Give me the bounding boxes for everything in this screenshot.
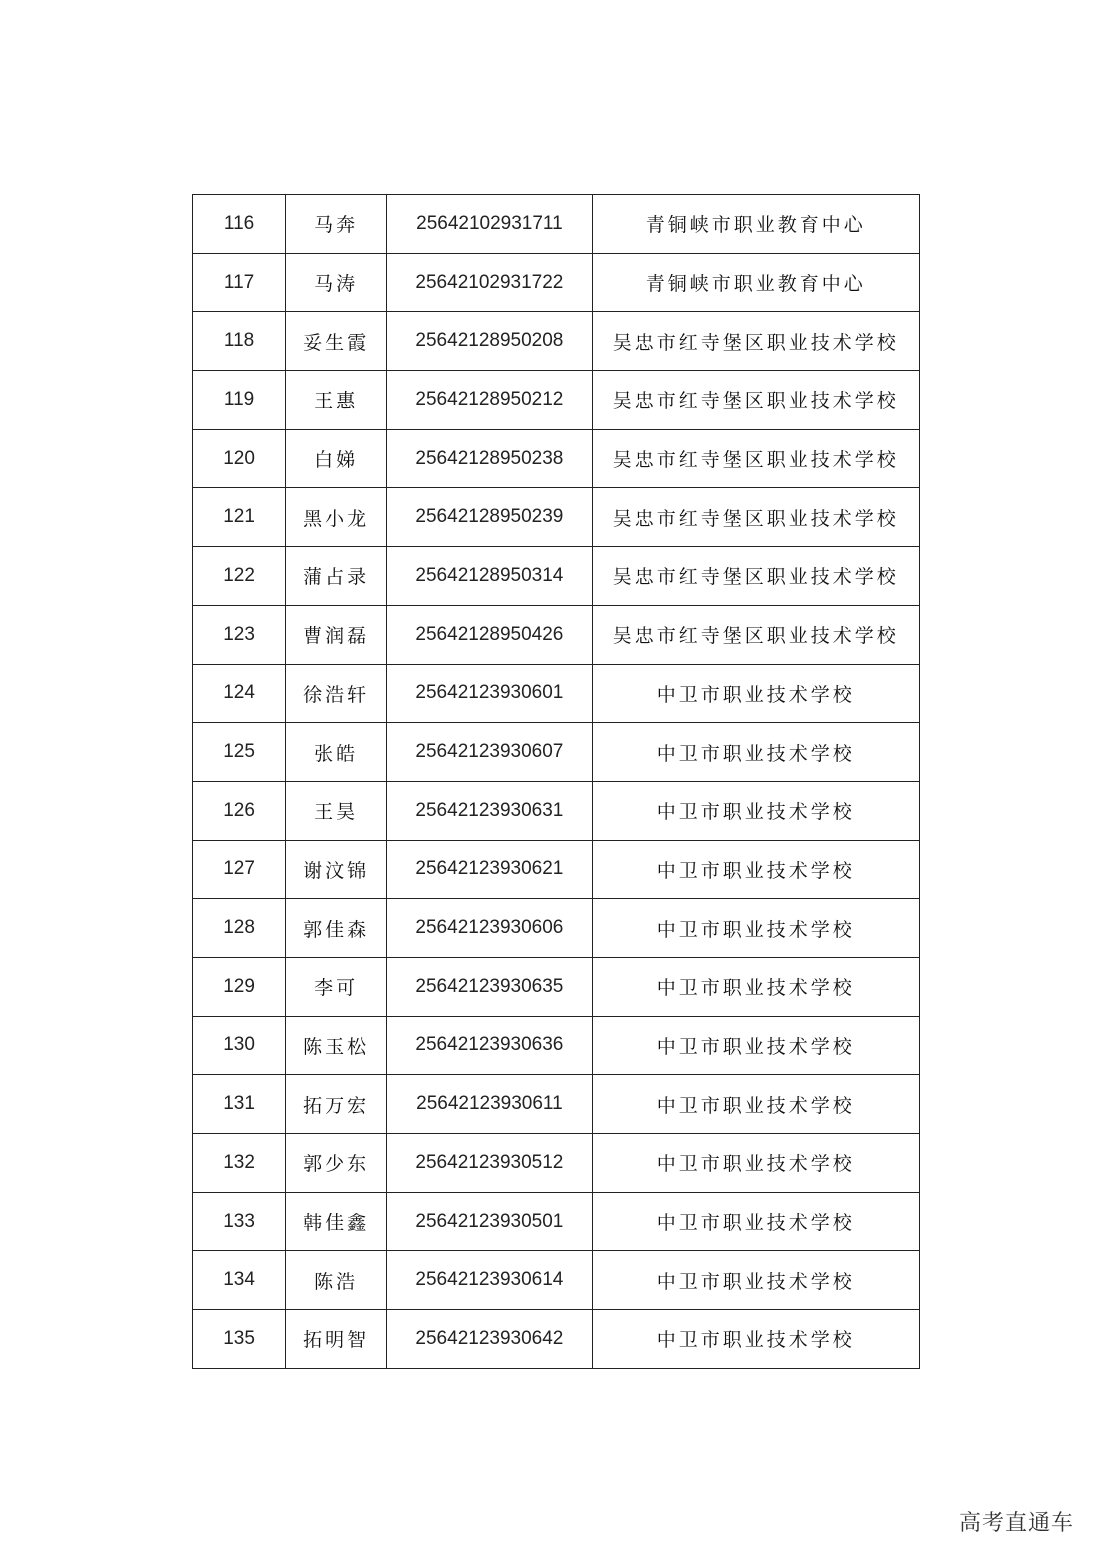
- school-name: 吴忠市红寺堡区职业技术学校: [592, 429, 919, 488]
- table-row: [193, 253, 920, 312]
- table-row: [193, 1075, 920, 1134]
- row-number: 121: [193, 488, 286, 547]
- table-row: [193, 840, 920, 899]
- row-number: 119: [193, 371, 286, 430]
- school-name: 中卫市职业技术学校: [592, 957, 919, 1016]
- row-number: 131: [193, 1075, 286, 1134]
- student-name: 张皓: [286, 723, 387, 782]
- row-number: 128: [193, 899, 286, 958]
- student-name: 王惠: [286, 371, 387, 430]
- table-row: [193, 1192, 920, 1251]
- table-row: [193, 957, 920, 1016]
- table-row: [193, 429, 920, 488]
- school-name: 中卫市职业技术学校: [592, 781, 919, 840]
- table-row: [193, 664, 920, 723]
- table-row: [193, 1134, 920, 1193]
- exam-id: 25642128950238: [387, 429, 592, 488]
- student-name: 谢汶锦: [286, 840, 387, 899]
- table-row: [193, 1016, 920, 1075]
- exam-id: 25642123930636: [387, 1016, 592, 1075]
- table-row: [193, 781, 920, 840]
- exam-id: 25642128950314: [387, 547, 592, 606]
- row-number: 129: [193, 957, 286, 1016]
- exam-id: 25642128950426: [387, 605, 592, 664]
- table-row: [193, 723, 920, 782]
- exam-id: 25642123930614: [387, 1251, 592, 1310]
- exam-id: 25642123930642: [387, 1310, 592, 1369]
- row-number: 132: [193, 1134, 286, 1193]
- table-row: [193, 605, 920, 664]
- student-name: 徐浩轩: [286, 664, 387, 723]
- exam-id: 25642102931711: [387, 195, 592, 254]
- student-name: 拓万宏: [286, 1075, 387, 1134]
- exam-id: 25642123930601: [387, 664, 592, 723]
- row-number: 117: [193, 253, 286, 312]
- table-row: [193, 195, 920, 254]
- school-name: 中卫市职业技术学校: [592, 1016, 919, 1075]
- student-name: 李可: [286, 957, 387, 1016]
- row-number: 123: [193, 605, 286, 664]
- student-name: 蒲占录: [286, 547, 387, 606]
- student-name: 曹润磊: [286, 605, 387, 664]
- school-name: 中卫市职业技术学校: [592, 899, 919, 958]
- exam-id: 25642102931722: [387, 253, 592, 312]
- school-name: 中卫市职业技术学校: [592, 1134, 919, 1193]
- row-number: 126: [193, 781, 286, 840]
- student-name: 黑小龙: [286, 488, 387, 547]
- school-name: 吴忠市红寺堡区职业技术学校: [592, 488, 919, 547]
- student-name: 妥生霞: [286, 312, 387, 371]
- row-number: 135: [193, 1310, 286, 1369]
- table-row: [193, 899, 920, 958]
- student-name: 王昊: [286, 781, 387, 840]
- table-row: [193, 547, 920, 606]
- school-name: 中卫市职业技术学校: [592, 1075, 919, 1134]
- student-name: 陈玉松: [286, 1016, 387, 1075]
- school-name: 中卫市职业技术学校: [592, 1251, 919, 1310]
- table-row: [193, 371, 920, 430]
- school-name: 中卫市职业技术学校: [592, 723, 919, 782]
- school-name: 吴忠市红寺堡区职业技术学校: [592, 371, 919, 430]
- row-number: 116: [193, 195, 286, 254]
- school-name: 吴忠市红寺堡区职业技术学校: [592, 605, 919, 664]
- school-name: 中卫市职业技术学校: [592, 840, 919, 899]
- exam-id: 25642123930611: [387, 1075, 592, 1134]
- school-name: 青铜峡市职业教育中心: [592, 195, 919, 254]
- school-name: 吴忠市红寺堡区职业技术学校: [592, 547, 919, 606]
- student-name: 白娣: [286, 429, 387, 488]
- table-row: [193, 1251, 920, 1310]
- row-number: 130: [193, 1016, 286, 1075]
- student-name: 马涛: [286, 253, 387, 312]
- exam-id: 25642123930635: [387, 957, 592, 1016]
- exam-id: 25642128950208: [387, 312, 592, 371]
- student-name: 马奔: [286, 195, 387, 254]
- school-name: 中卫市职业技术学校: [592, 1192, 919, 1251]
- student-name: 拓明智: [286, 1310, 387, 1369]
- exam-id: 25642128950239: [387, 488, 592, 547]
- exam-id: 25642123930606: [387, 899, 592, 958]
- exam-id: 25642123930512: [387, 1134, 592, 1193]
- student-table: [192, 194, 920, 1369]
- row-number: 118: [193, 312, 286, 371]
- table-row: [193, 488, 920, 547]
- row-number: 120: [193, 429, 286, 488]
- row-number: 133: [193, 1192, 286, 1251]
- row-number: 127: [193, 840, 286, 899]
- exam-id: 25642128950212: [387, 371, 592, 430]
- student-name: 陈浩: [286, 1251, 387, 1310]
- table-row: [193, 312, 920, 371]
- watermark: 高考直通车: [958, 1511, 1074, 1536]
- school-name: 青铜峡市职业教育中心: [592, 253, 919, 312]
- student-name: 郭佳森: [286, 899, 387, 958]
- school-name: 中卫市职业技术学校: [592, 664, 919, 723]
- student-name: 郭少东: [286, 1134, 387, 1193]
- exam-id: 25642123930607: [387, 723, 592, 782]
- exam-id: 25642123930631: [387, 781, 592, 840]
- row-number: 124: [193, 664, 286, 723]
- school-name: 吴忠市红寺堡区职业技术学校: [592, 312, 919, 371]
- table-row: [193, 1310, 920, 1369]
- student-name: 韩佳鑫: [286, 1192, 387, 1251]
- exam-id: 25642123930621: [387, 840, 592, 899]
- row-number: 122: [193, 547, 286, 606]
- student-table-body: [193, 195, 920, 1369]
- exam-id: 25642123930501: [387, 1192, 592, 1251]
- row-number: 125: [193, 723, 286, 782]
- row-number: 134: [193, 1251, 286, 1310]
- school-name: 中卫市职业技术学校: [592, 1310, 919, 1369]
